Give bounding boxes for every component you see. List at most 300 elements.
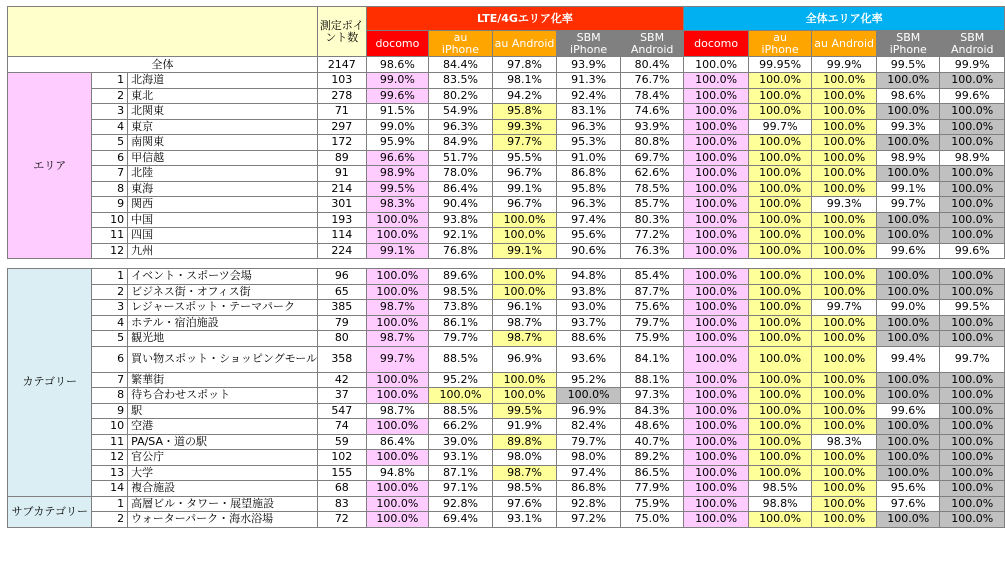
lte-value: 80.8% [620,135,684,151]
carrier-name-line1: au [453,30,468,44]
row-name: 高層ビル・タワー・展望施設 [128,496,318,512]
table-row [8,388,1005,404]
all-value: 100.0% [877,135,940,151]
all-value: 99.6% [877,403,940,419]
all-value: 100.0% [748,346,811,372]
lte-value: 97.3% [620,388,684,404]
lte-value: 90.4% [429,197,492,213]
lte-value: 95.5% [492,150,557,166]
lte-value: 100.0% [492,388,557,404]
total-row [8,57,1005,73]
all-value: 100.0% [812,150,877,166]
row-number: 13 [92,465,128,481]
lte-value: 93.6% [557,346,620,372]
all-value: 100.0% [877,388,940,404]
all-value: 98.3% [812,434,877,450]
all-value: 100.0% [748,300,811,316]
lte-value: 75.0% [620,512,684,528]
lte-value: 69.4% [429,512,492,528]
lte-value: 100.0% [366,496,429,512]
all-value: 100.0% [684,315,749,331]
all-value: 98.9% [877,150,940,166]
row-number: 2 [92,88,128,104]
row-number: 9 [92,197,128,213]
all-value: 100.0% [812,481,877,497]
lte-value: 95.2% [557,372,620,388]
row-name: 関西 [128,197,318,213]
lte-value: 62.6% [620,166,684,182]
lte-value: 89.2% [620,450,684,466]
lte-value: 86.4% [366,434,429,450]
table-row [8,119,1005,135]
lte-value: 77.2% [620,228,684,244]
lte-value: 99.1% [492,243,557,259]
lte-value: 94.2% [492,88,557,104]
corner-header [8,7,318,57]
row-name: 駅 [128,403,318,419]
all-value: 100.0% [748,331,811,347]
row-points: 74 [318,419,367,435]
lte-value: 75.9% [620,331,684,347]
row-points: 80 [318,331,367,347]
lte-value: 97.7% [492,135,557,151]
table-row [8,88,1005,104]
all-value: 100.0% [684,135,749,151]
lte-value: 92.4% [557,88,620,104]
row-points: 224 [318,243,367,259]
all-value: 100.0% [748,166,811,182]
lte-value: 98.3% [366,197,429,213]
all-value: 100.0% [940,73,1005,89]
all-value: 100.0% [877,73,940,89]
row-name: ウォーターパーク・海水浴場 [128,512,318,528]
lte-value: 51.7% [429,150,492,166]
carrier-header-all [940,31,1005,57]
separator-cell [8,259,1005,269]
row-number: 1 [92,73,128,89]
table-row [8,465,1005,481]
all-value: 98.6% [877,88,940,104]
carrier-header-all [748,31,811,57]
row-points: 547 [318,403,367,419]
table-row [8,166,1005,182]
lte-value: 100.0% [492,212,557,228]
carrier-name-line1: au [773,30,787,44]
all-value: 100.0% [940,104,1005,120]
row-number: 2 [92,284,128,300]
lte-value: 98.9% [366,166,429,182]
carrier-name-line1: SBM [640,30,665,44]
lte-value: 100.0% [429,388,492,404]
all-value: 100.0% [812,450,877,466]
table-row [8,104,1005,120]
table-row [8,135,1005,151]
lte-value: 93.1% [429,450,492,466]
lte-value: 96.9% [492,346,557,372]
lte-value: 100.0% [492,372,557,388]
row-name: 東海 [128,181,318,197]
all-value: 100.0% [812,465,877,481]
lte-value: 84.3% [620,403,684,419]
all-value: 100.0% [748,150,811,166]
all-value: 100.0% [748,243,811,259]
lte-value: 94.8% [366,465,429,481]
all-value: 100.0% [684,228,749,244]
carrier-name-line1: SBM [960,30,985,44]
all-value: 100.0% [748,212,811,228]
all-value: 100.0% [812,243,877,259]
carrier-name-line1: au Android [814,36,875,50]
all-value: 100.0% [812,331,877,347]
all-value: 100.0% [812,269,877,285]
all-value: 100.0% [877,315,940,331]
lte-value: 97.6% [492,496,557,512]
all-group-header: 全体エリア化率 [684,7,1005,31]
row-number: 2 [92,512,128,528]
row-number: 14 [92,481,128,497]
lte-value: 96.9% [557,403,620,419]
table-row [8,150,1005,166]
table-row [8,403,1005,419]
carrier-name-line2: iPhone [761,42,799,56]
all-value: 100.0% [748,135,811,151]
all-value: 100.0% [684,197,749,213]
lte-value: 99.1% [366,243,429,259]
carrier-name-line1: SBM [896,30,921,44]
all-value: 100.0% [684,331,749,347]
lte-value: 39.0% [429,434,492,450]
lte-value: 100.0% [366,512,429,528]
row-name: 大学 [128,465,318,481]
all-value: 99.7% [940,346,1005,372]
all-value: 100.0% [812,403,877,419]
carrier-name-line2: iPhone [570,42,608,56]
all-value: 100.0% [748,197,811,213]
lte-value: 91.3% [557,73,620,89]
lte-value: 98.7% [366,403,429,419]
all-value: 100.0% [877,166,940,182]
lte-value: 93.9% [620,119,684,135]
row-number: 1 [92,496,128,512]
row-points: 155 [318,465,367,481]
all-value: 100.0% [877,269,940,285]
row-name: 北海道 [128,73,318,89]
all-value: 99.6% [940,243,1005,259]
lte-value: 99.1% [492,181,557,197]
lte-value: 97.2% [557,512,620,528]
lte-value: 100.0% [366,228,429,244]
carrier-name-line2: Android [630,42,674,56]
all-value: 100.0% [684,403,749,419]
all-value: 100.0% [812,372,877,388]
lte-value: 48.6% [620,419,684,435]
all-value: 100.0% [940,228,1005,244]
all-value: 100.0% [748,450,811,466]
all-value: 100.0% [812,88,877,104]
all-value: 100.0% [940,166,1005,182]
all-value: 100.0% [812,284,877,300]
all-value: 100.0% [877,434,940,450]
all-value: 100.0% [684,269,749,285]
carrier-header-all [812,31,877,57]
row-points: 68 [318,481,367,497]
all-value: 98.5% [748,481,811,497]
row-name: 官公庁 [128,450,318,466]
lte-value: 86.5% [620,465,684,481]
row-name: 中国 [128,212,318,228]
all-value: 99.7% [812,300,877,316]
row-number: 3 [92,104,128,120]
lte-value: 88.5% [429,403,492,419]
table-row [8,197,1005,213]
lte-value: 98.7% [492,465,557,481]
carrier-header-lte [557,31,620,57]
lte-value: 97.4% [557,212,620,228]
lte-value: 97.1% [429,481,492,497]
coverage-table [7,6,1005,528]
lte-value: 98.0% [492,450,557,466]
total-lte-value: 97.8% [492,57,557,73]
lte-value: 85.7% [620,197,684,213]
table-row [8,372,1005,388]
row-number: 6 [92,346,128,372]
lte-value: 87.7% [620,284,684,300]
lte-value: 94.8% [557,269,620,285]
lte-value: 91.0% [557,150,620,166]
row-points: 83 [318,496,367,512]
group-separator [8,259,1005,269]
lte-value: 98.0% [557,450,620,466]
lte-value: 93.7% [557,315,620,331]
lte-value: 69.7% [620,150,684,166]
lte-value: 73.8% [429,300,492,316]
all-value: 99.6% [877,243,940,259]
lte-value: 89.6% [429,269,492,285]
lte-value: 95.8% [492,104,557,120]
total-lte-value: 80.4% [620,57,684,73]
all-value: 100.0% [684,450,749,466]
table-row [8,450,1005,466]
lte-value: 95.6% [557,228,620,244]
row-points: 102 [318,450,367,466]
row-number: 6 [92,150,128,166]
lte-value: 91.9% [492,419,557,435]
row-name: 南関東 [128,135,318,151]
lte-value: 86.8% [557,166,620,182]
lte-value: 97.4% [557,465,620,481]
table-row [8,419,1005,435]
all-value: 100.0% [748,73,811,89]
lte-value: 100.0% [366,269,429,285]
lte-value: 99.3% [492,119,557,135]
carrier-header-lte [429,31,492,57]
row-number: 8 [92,181,128,197]
lte-value: 95.8% [557,181,620,197]
all-value: 100.0% [684,73,749,89]
total-lte-value: 93.9% [557,57,620,73]
all-value: 100.0% [812,512,877,528]
lte-value: 84.9% [429,135,492,151]
table-row [8,228,1005,244]
carrier-name-line1: docomo [694,36,739,50]
all-value: 100.0% [684,243,749,259]
table-row [8,512,1005,528]
lte-value: 86.8% [557,481,620,497]
lte-value: 99.0% [366,73,429,89]
carrier-name-line1: au Android [494,36,555,50]
row-name: イベント・スポーツ会場 [128,269,318,285]
lte-value: 92.8% [429,496,492,512]
lte-value: 98.7% [366,300,429,316]
all-value: 100.0% [684,284,749,300]
row-name: 九州 [128,243,318,259]
lte-value: 75.9% [620,496,684,512]
lte-value: 80.2% [429,88,492,104]
row-number: 3 [92,300,128,316]
all-value: 99.3% [812,197,877,213]
all-value: 100.0% [877,284,940,300]
all-value: 100.0% [877,512,940,528]
all-value: 99.7% [877,197,940,213]
carrier-name-line2: Android [950,42,994,56]
all-value: 100.0% [684,104,749,120]
all-value: 100.0% [940,181,1005,197]
all-value: 100.0% [940,197,1005,213]
all-value: 100.0% [812,181,877,197]
all-value: 100.0% [940,465,1005,481]
all-value: 100.0% [877,228,940,244]
lte-value: 75.6% [620,300,684,316]
lte-value: 100.0% [366,284,429,300]
all-value: 100.0% [748,434,811,450]
row-number: 4 [92,119,128,135]
row-number: 11 [92,434,128,450]
lte-value: 100.0% [366,450,429,466]
carrier-name-line2: iPhone [441,42,480,56]
lte-value: 90.6% [557,243,620,259]
all-value: 100.0% [812,166,877,182]
row-number: 12 [92,450,128,466]
lte-value: 99.6% [366,88,429,104]
lte-value: 93.0% [557,300,620,316]
all-value: 99.4% [877,346,940,372]
row-number: 12 [92,243,128,259]
points-header: 測定ポイント数 [318,7,367,57]
lte-value: 100.0% [366,212,429,228]
lte-value: 96.7% [492,166,557,182]
row-name: 北陸 [128,166,318,182]
all-value: 99.0% [877,300,940,316]
row-name: 空港 [128,419,318,435]
lte-value: 95.3% [557,135,620,151]
all-value: 100.0% [812,104,877,120]
all-value: 100.0% [684,512,749,528]
all-value: 100.0% [684,181,749,197]
all-value: 100.0% [877,212,940,228]
row-number: 11 [92,228,128,244]
row-points: 65 [318,284,367,300]
table-row [8,243,1005,259]
table-row [8,315,1005,331]
lte-value: 98.7% [366,331,429,347]
all-value: 100.0% [684,150,749,166]
lte-value: 79.7% [557,434,620,450]
table-row [8,331,1005,347]
lte-group-header: LTE/4Gエリア化率 [366,7,684,31]
row-name: 観光地 [128,331,318,347]
row-number: 8 [92,388,128,404]
lte-value: 82.4% [557,419,620,435]
lte-value: 79.7% [429,331,492,347]
all-value: 100.0% [812,119,877,135]
table-row [8,181,1005,197]
lte-value: 99.5% [366,181,429,197]
lte-value: 83.5% [429,73,492,89]
table-body [8,7,1005,528]
row-points: 71 [318,104,367,120]
all-value: 100.0% [684,419,749,435]
lte-value: 100.0% [366,315,429,331]
lte-value: 83.1% [557,104,620,120]
carrier-name-line2: iPhone [889,42,927,56]
total-all-value: 99.95% [748,57,811,73]
row-points: 72 [318,512,367,528]
row-number: 7 [92,166,128,182]
total-points: 2147 [318,57,367,73]
all-value: 100.0% [684,119,749,135]
all-value: 97.6% [877,496,940,512]
row-name: ホテル・宿泊施設 [128,315,318,331]
row-number: 10 [92,419,128,435]
total-all-value: 99.9% [812,57,877,73]
lte-value: 79.7% [620,315,684,331]
carrier-header-all [877,31,940,57]
row-name: 甲信越 [128,150,318,166]
all-value: 100.0% [940,269,1005,285]
lte-value: 86.4% [429,181,492,197]
table-row [8,434,1005,450]
row-points: 79 [318,315,367,331]
all-value: 100.0% [684,496,749,512]
row-points: 89 [318,150,367,166]
total-all-value: 100.0% [684,57,749,73]
all-value: 100.0% [940,512,1005,528]
lte-value: 87.1% [429,465,492,481]
all-value: 100.0% [940,496,1005,512]
row-number: 7 [92,372,128,388]
carrier-header-all [684,31,749,57]
lte-value: 100.0% [366,388,429,404]
all-value: 100.0% [812,496,877,512]
lte-value: 100.0% [492,228,557,244]
carrier-header-lte [366,31,429,57]
all-value: 100.0% [812,419,877,435]
row-name: 北関東 [128,104,318,120]
row-points: 214 [318,181,367,197]
row-name: 東京 [128,119,318,135]
lte-value: 77.9% [620,481,684,497]
all-value: 100.0% [812,228,877,244]
all-value: 100.0% [940,135,1005,151]
all-value: 100.0% [940,372,1005,388]
all-value: 100.0% [940,315,1005,331]
row-points: 114 [318,228,367,244]
lte-value: 85.4% [620,269,684,285]
all-value: 100.0% [748,104,811,120]
row-name: 四国 [128,228,318,244]
all-value: 100.0% [748,228,811,244]
lte-value: 95.9% [366,135,429,151]
